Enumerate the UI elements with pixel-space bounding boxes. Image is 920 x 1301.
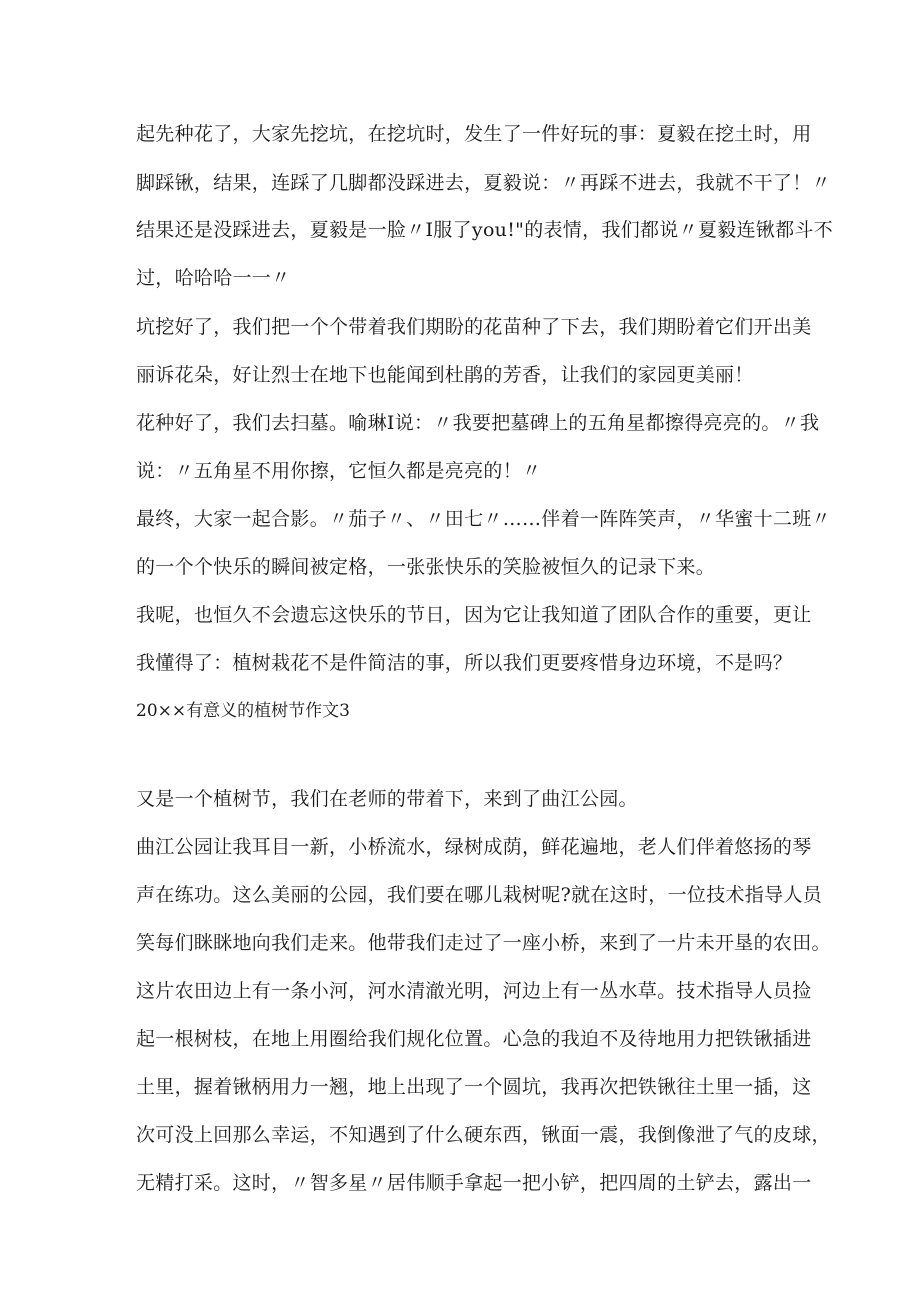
- paragraph-line: 我呢，也恒久不会遗忘这快乐的节日，因为它让我知道了团队合作的重要，更让: [136, 604, 812, 626]
- paragraph-line: 笑每们眯眯地向我们走来。他带我们走过了一座小桥，来到了一片未开垦的农田。: [136, 932, 831, 954]
- paragraph-line: 坑挖好了，我们把一个个带着我们期盼的花苗种了下去，我们期盼着它们开出美: [136, 316, 812, 338]
- paragraph-line: 声在练功。这么美丽的公园，我们要在哪儿栽树呢?就在这时，一位技术指导人员: [136, 884, 822, 906]
- paragraph-line: 说：〃五角星不用你擦，它恒久都是亮亮的！〃: [136, 460, 542, 482]
- paragraph-line: 起一根树枝，在地上用圈给我们规化位置。心急的我迫不及待地用力把铁锹插进: [136, 1028, 812, 1050]
- paragraph-line: 结果还是没踩进去，夏毅是一脸〃I服了you!"的表情，我们都说〃夏毅连锹都斗不: [136, 219, 833, 241]
- paragraph-line: 最终，大家一起合影。〃茄子〃、〃田七〃……伴着一阵阵笑声，〃华蜜十二班〃: [136, 508, 831, 530]
- paragraph-line: 又是一个植树节，我们在老师的带着下，来到了曲江公园。: [136, 788, 638, 810]
- paragraph-line: 的一个个快乐的瞬间被定格，一张张快乐的笑脸被恒久的记录下来。: [136, 556, 716, 578]
- section-heading: 20××有意义的植树节作文3: [136, 701, 350, 721]
- paragraph-line: 这片农田边上有一条小河，河水清澈光明，河边上有一丛水草。技术指导人员捡: [136, 980, 812, 1002]
- paragraph-line: 花种好了，我们去扫墓。喻琳I说：〃我要把墓碑上的五角星都擦得亮亮的。〃我: [136, 412, 820, 434]
- paragraph-line: 过，哈哈哈一一〃: [136, 267, 291, 289]
- paragraph-line: 曲江公园让我耳目一新，小桥流水，绿树成荫，鲜花遍地，老人们伴着悠扬的琴: [136, 836, 812, 858]
- paragraph-line: 土里，握着锹柄用力一翘，地上出现了一个圆坑，我再次把铁锹往土里一插，这: [136, 1076, 812, 1098]
- paragraph-line: 脚踩锹，结果，连踩了几脚都没踩进去，夏毅说：〃再踩不进去，我就不干了！〃: [136, 172, 831, 194]
- paragraph-line: 起先种花了，大家先挖坑，在挖坑时，发生了一件好玩的事：夏毅在挖土时，用: [136, 123, 812, 145]
- paragraph-line: 无精打采。这时，〃智多星〃居伟顺手拿起一把小铲，把四周的土铲去，露出一: [136, 1172, 812, 1194]
- paragraph-line: 我懂得了：植树栽花不是件简洁的事，所以我们更要疼惜身边环境，不是吗？: [136, 652, 793, 674]
- paragraph-line: 次可没上回那么幸运，不知遇到了什么硬东西，锹面一震，我倒像泄了气的皮球，: [136, 1124, 831, 1146]
- paragraph-line: 丽诉花朵，好让烈士在地下也能闻到杜鹃的芳香，让我们的家园更美丽！: [136, 364, 754, 386]
